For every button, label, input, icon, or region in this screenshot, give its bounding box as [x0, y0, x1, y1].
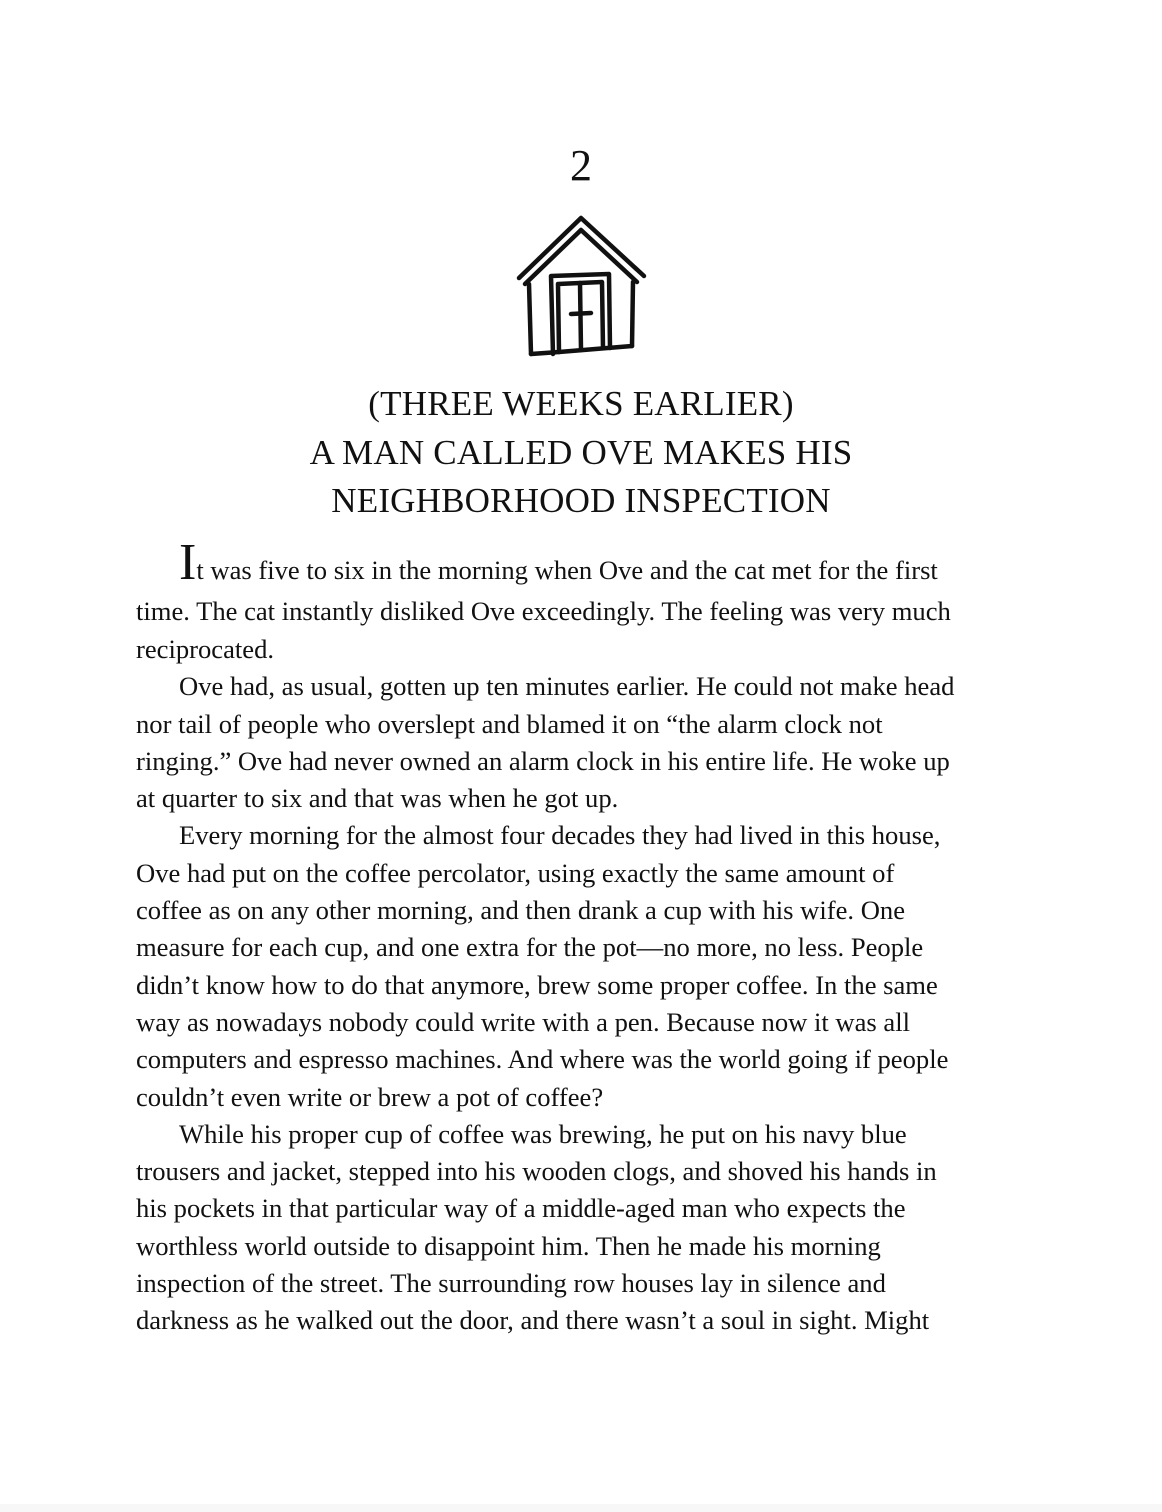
paragraph-line: couldn’t even write or brew a pot of coffee?	[136, 1081, 604, 1112]
paragraph-line: ringing.” Ove had never owned an alarm clock in his entire life. He woke up	[136, 745, 950, 776]
house-icon	[511, 212, 651, 362]
paragraph-line: inspection of the street. The surrounding row houses lay in silence and	[136, 1268, 886, 1299]
title-line: A MAN CALLED OVE MAKES HIS	[309, 432, 853, 472]
title-line: NEIGHBORHOOD INSPECTION	[331, 481, 831, 520]
paragraph-line: Ove had put on the coffee percolator, using exactly the same amount of	[136, 857, 895, 888]
paragraph-line: darkness as he walked out the door, and there wasn’t a soul in sight. Might	[136, 1305, 930, 1336]
title-line: (THREE WEEKS EARLIER)	[368, 384, 794, 423]
chapter-title	[0, 380, 1162, 526]
door-handle	[571, 313, 591, 314]
paragraph-line: reciprocated.	[136, 634, 275, 664]
paragraph-line: time. The cat instantly disliked Ove exceedingly. The feeling was very much	[136, 596, 951, 626]
line-text: t was five to six in the morning when Ove and the cat met for the first	[196, 555, 938, 585]
paragraph-line: computers and espresso machines. And where was the world going if people	[136, 1044, 949, 1075]
paragraph-line: worthless world outside to disappoint him. Then he made his morning	[136, 1230, 881, 1261]
page-bottom-edge	[0, 1504, 1162, 1512]
right-wall	[632, 282, 633, 346]
drop-cap: I	[179, 534, 197, 591]
paragraph-line: way as nowadays nobody could write with a pen. Because now it was all	[136, 1006, 910, 1037]
chapter-number: 2	[570, 141, 592, 190]
paragraph-line: nor tail of people who overslept and blamed it on “the alarm clock not	[136, 708, 883, 739]
door-split	[580, 283, 581, 350]
paragraph-line: didn’t know how to do that anymore, brew some proper coffee. In the same	[136, 969, 938, 1000]
paragraph-line: trousers and jacket, stepped into his wooden clogs, and shoved his hands in	[136, 1156, 937, 1187]
paragraph-line	[136, 530, 1036, 593]
left-wall	[529, 284, 531, 354]
paragraph-line: While his proper cup of coffee was brewing, he put on his navy blue	[179, 1118, 907, 1149]
paragraph-line: coffee as on any other morning, and then drank a cup with his wife. One	[136, 895, 906, 926]
paragraph-line: measure for each cup, and one extra for the pot—no more, no less. People	[136, 932, 924, 963]
body-text	[136, 530, 1036, 1340]
paragraph-line: Every morning for the almost four decades they had lived in this house,	[179, 820, 941, 851]
paragraph-line: Ove had, as usual, gotten up ten minutes earlier. He could not make head	[179, 671, 955, 702]
paragraph-line: his pockets in that particular way of a middle-aged man who expects the	[136, 1193, 906, 1224]
paragraph-line: at quarter to six and that was when he got up.	[136, 783, 619, 814]
